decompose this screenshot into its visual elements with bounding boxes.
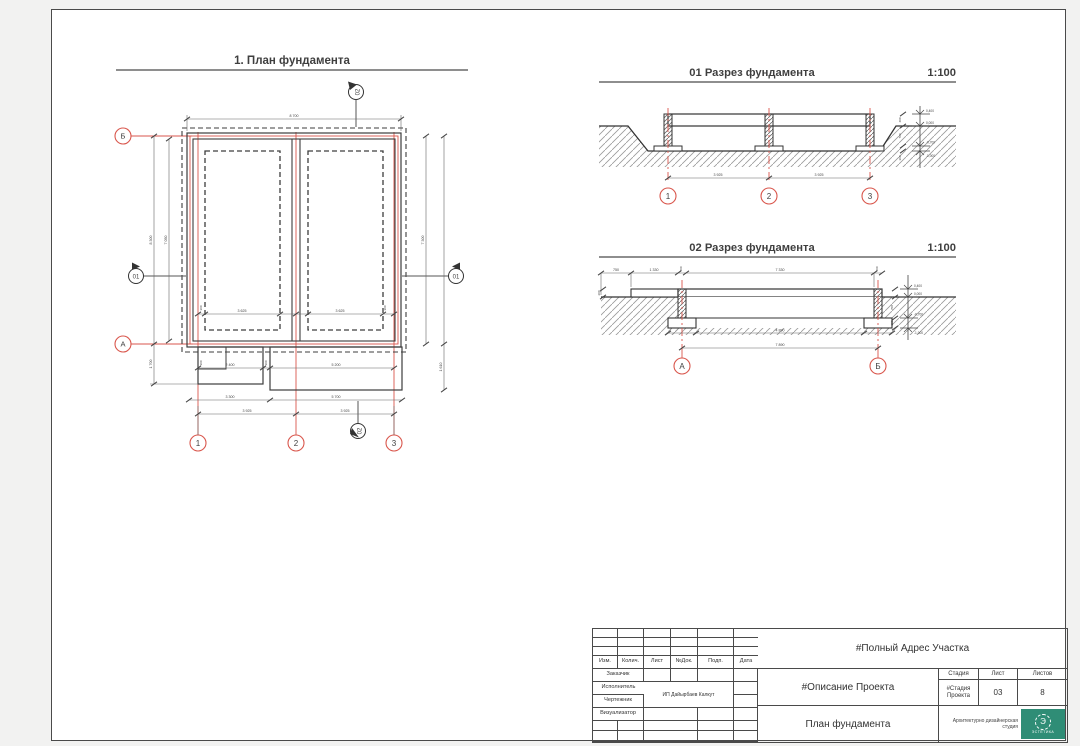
site-address: #Полный Адрес Участка (758, 629, 1067, 669)
svg-text:7 300: 7 300 (421, 235, 425, 245)
sheet-header: Лист (979, 669, 1018, 680)
logo-emblem-icon: Э (1035, 714, 1051, 730)
svg-text:1: 1 (665, 191, 671, 201)
svg-text:300: 300 (890, 320, 894, 326)
sheet-number: 03 (979, 680, 1018, 706)
svg-text:3 925: 3 925 (814, 173, 824, 177)
section-02-axis-bubbles (674, 352, 886, 374)
col-list: Лист (644, 656, 671, 669)
row-zakazchik: Заказчик (593, 669, 644, 682)
svg-text:7 890: 7 890 (775, 343, 785, 347)
sheets-header: Листов (1018, 669, 1067, 680)
title-block-revision-table (593, 629, 758, 742)
col-data: Дата (734, 656, 758, 669)
svg-text:1:100: 1:100 (927, 67, 956, 79)
section-02-drawing (597, 242, 956, 374)
svg-text:5 200: 5 200 (331, 363, 341, 367)
svg-text:1: 1 (195, 438, 201, 448)
section-01-drawing (599, 67, 956, 204)
svg-text:4 890: 4 890 (775, 328, 785, 333)
section-02-marker-top (348, 82, 364, 128)
svg-text:01: 01 (452, 274, 460, 281)
plan-walls (182, 128, 406, 390)
col-izm: Изм. (593, 656, 618, 669)
sheets-total: 8 (1018, 680, 1067, 706)
section-01-axis-bubbles (660, 188, 878, 204)
col-kolich: Колич. (618, 656, 644, 669)
svg-text:700: 700 (898, 133, 902, 139)
stage-value: #Стадия Проекта (939, 680, 979, 706)
svg-text:02: 02 (357, 427, 364, 435)
svg-text:Б: Б (875, 361, 881, 371)
svg-text:0,000: 0,000 (926, 121, 934, 125)
svg-text:0,000: 0,000 (914, 292, 922, 296)
svg-text:8 700: 8 700 (289, 114, 299, 118)
svg-text:3: 3 (867, 191, 873, 201)
document-title: План фундамента (758, 706, 939, 742)
svg-text:300: 300 (875, 266, 879, 272)
svg-text:8 300: 8 300 (149, 235, 153, 245)
svg-text:3 925: 3 925 (242, 409, 252, 413)
svg-text:Б: Б (120, 131, 126, 141)
row-chertezhnik: Чертежник (593, 695, 644, 708)
plan-axis-bubbles (115, 128, 402, 451)
svg-text:200: 200 (597, 290, 601, 296)
svg-text:-0,700: -0,700 (926, 140, 936, 145)
svg-text:0,400: 0,400 (926, 109, 934, 113)
svg-text:3 925: 3 925 (713, 173, 723, 177)
svg-text:02: 02 (355, 88, 362, 96)
stage-header: Стадия (939, 669, 979, 680)
svg-text:1:100: 1:100 (927, 242, 956, 254)
svg-text:300: 300 (199, 360, 203, 366)
svg-text:400: 400 (898, 117, 902, 123)
col-ndok: №Док. (671, 656, 698, 669)
svg-text:1 330: 1 330 (649, 268, 659, 272)
svg-text:01: 01 (132, 274, 140, 281)
plan-dim-lines (150, 115, 444, 435)
svg-text:А: А (120, 339, 126, 349)
svg-text:-1,000: -1,000 (914, 331, 924, 335)
studio-logo: Э ЭСТЕТИКА (1021, 709, 1065, 739)
svg-text:1 610: 1 610 (439, 362, 443, 372)
svg-text:300: 300 (679, 266, 683, 272)
svg-text:2: 2 (766, 191, 772, 201)
svg-text:300: 300 (898, 155, 902, 161)
svg-text:0,400: 0,400 (914, 284, 922, 288)
svg-text:3 625: 3 625 (335, 309, 345, 313)
drawing-sheet (51, 9, 1066, 741)
plan-title: 1. План фундамента (234, 55, 350, 67)
section-02-title: 02 Разрез фундамента (689, 242, 815, 254)
studio-name: Архитектурно дизайнерская студия (952, 717, 1018, 730)
svg-text:7 050: 7 050 (164, 235, 168, 245)
section-02-marker-bottom (350, 401, 366, 439)
section-01-title: 01 Разрез фундамента (689, 67, 815, 79)
svg-text:2 400: 2 400 (225, 363, 235, 367)
plan-dim-ticks (151, 117, 447, 416)
studio-cell (939, 706, 1067, 742)
title-block (592, 628, 1068, 743)
svg-text:2: 2 (293, 438, 299, 448)
svg-text:750: 750 (613, 268, 619, 272)
svg-text:3 300: 3 300 (225, 395, 235, 399)
svg-text:1 700: 1 700 (149, 359, 153, 369)
svg-text:-1,000: -1,000 (926, 154, 936, 158)
svg-text:300: 300 (264, 360, 268, 366)
svg-text:-0,700: -0,700 (914, 312, 924, 317)
svg-text:А: А (679, 361, 685, 371)
svg-text:3: 3 (391, 438, 397, 448)
svg-text:7 330: 7 330 (775, 268, 785, 272)
col-podp: Подп. (698, 656, 734, 669)
svg-text:3 925: 3 925 (340, 409, 350, 413)
project-description: #Описание Проекта (758, 669, 939, 706)
svg-text:300: 300 (383, 305, 387, 311)
svg-text:300: 300 (199, 305, 203, 311)
svg-text:3 625: 3 625 (237, 309, 247, 313)
svg-text:5 700: 5 700 (331, 395, 341, 399)
row-vizualizator: Визуализатор (593, 708, 644, 721)
svg-text:700: 700 (890, 304, 894, 311)
executor-name: ИП Дайырбаев Калкут (644, 682, 734, 708)
plan-drawing (115, 55, 468, 451)
row-ispolnitel: Исполнитель (593, 682, 644, 695)
